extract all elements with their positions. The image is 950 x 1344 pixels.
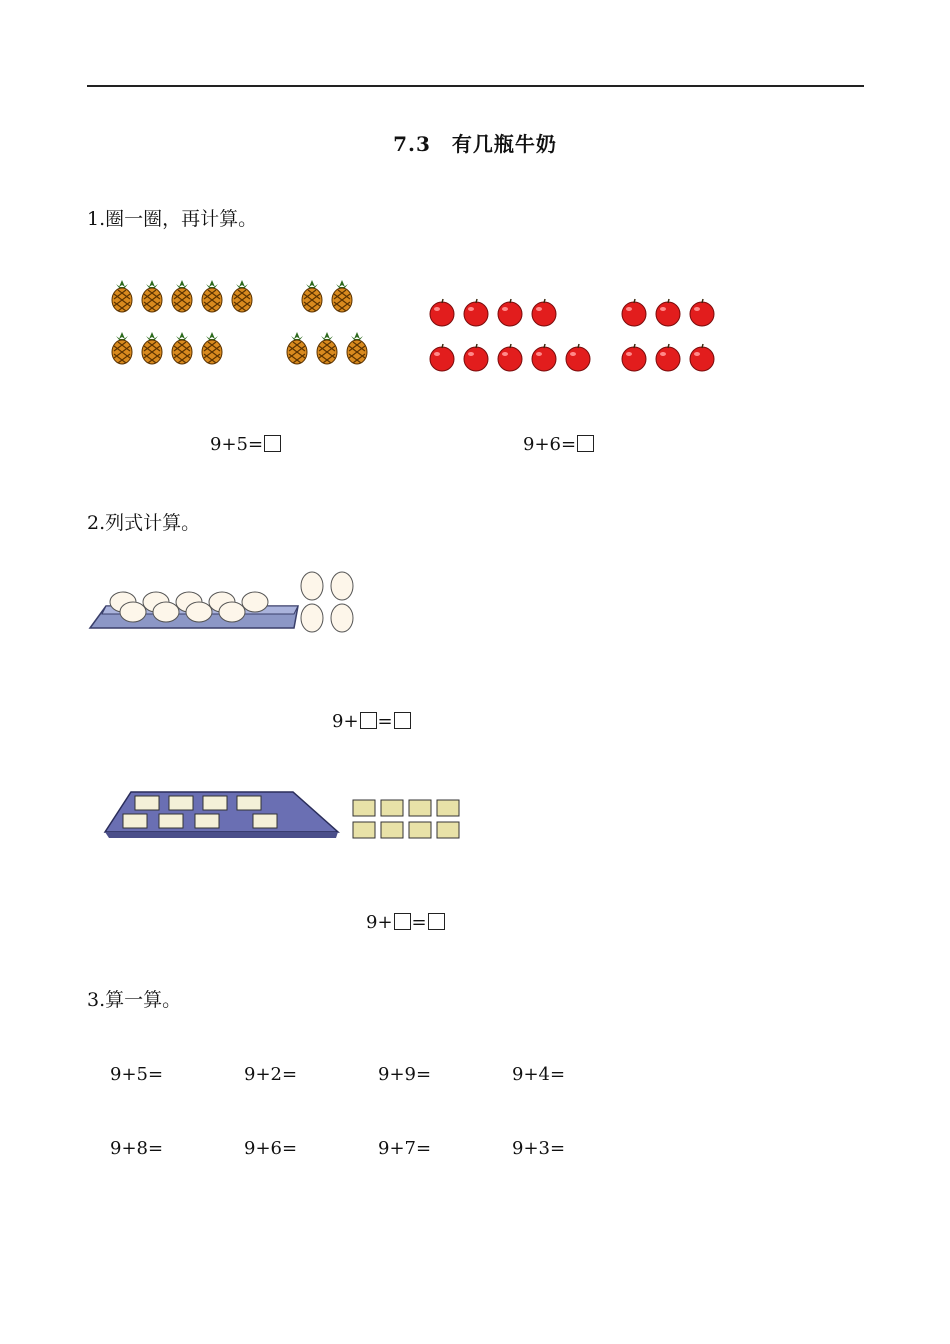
answer-box[interactable] — [264, 435, 281, 452]
calc-item: 9+9= — [378, 1064, 432, 1085]
answer-box[interactable] — [394, 913, 411, 930]
equation-2b: 9+ = — [366, 912, 446, 933]
pineapple-group-a — [112, 280, 252, 364]
pineapple-group-b — [287, 280, 367, 364]
question-3-label: 3.算一算。 — [87, 989, 182, 1011]
calc-item: 9+6= — [244, 1138, 298, 1159]
header-rule — [87, 85, 864, 87]
milk-crate-illustration — [103, 780, 483, 845]
answer-box[interactable] — [428, 913, 445, 930]
question-2-label: 2.列式计算。 — [87, 512, 201, 534]
calc-item: 9+7= — [378, 1138, 432, 1159]
page-title: 7.3 有几瓶牛奶 — [393, 132, 557, 156]
calc-item: 9+2= — [244, 1064, 298, 1085]
calc-item: 9+3= — [512, 1138, 566, 1159]
calc-item: 9+5= — [110, 1064, 164, 1085]
eggs-illustration — [88, 568, 368, 643]
equation-1b: 9+6= — [523, 434, 595, 455]
question-1-label: 1.圈一圈，再计算。 — [87, 208, 258, 230]
answer-box[interactable] — [394, 712, 411, 729]
calc-item: 9+8= — [110, 1138, 164, 1159]
calc-item: 9+4= — [512, 1064, 566, 1085]
apples-illustration — [422, 290, 732, 380]
equation-2a: 9+ = — [332, 711, 412, 732]
answer-box[interactable] — [360, 712, 377, 729]
equation-1a: 9+5= — [210, 434, 282, 455]
pineapples-illustration — [105, 268, 395, 383]
answer-box[interactable] — [577, 435, 594, 452]
